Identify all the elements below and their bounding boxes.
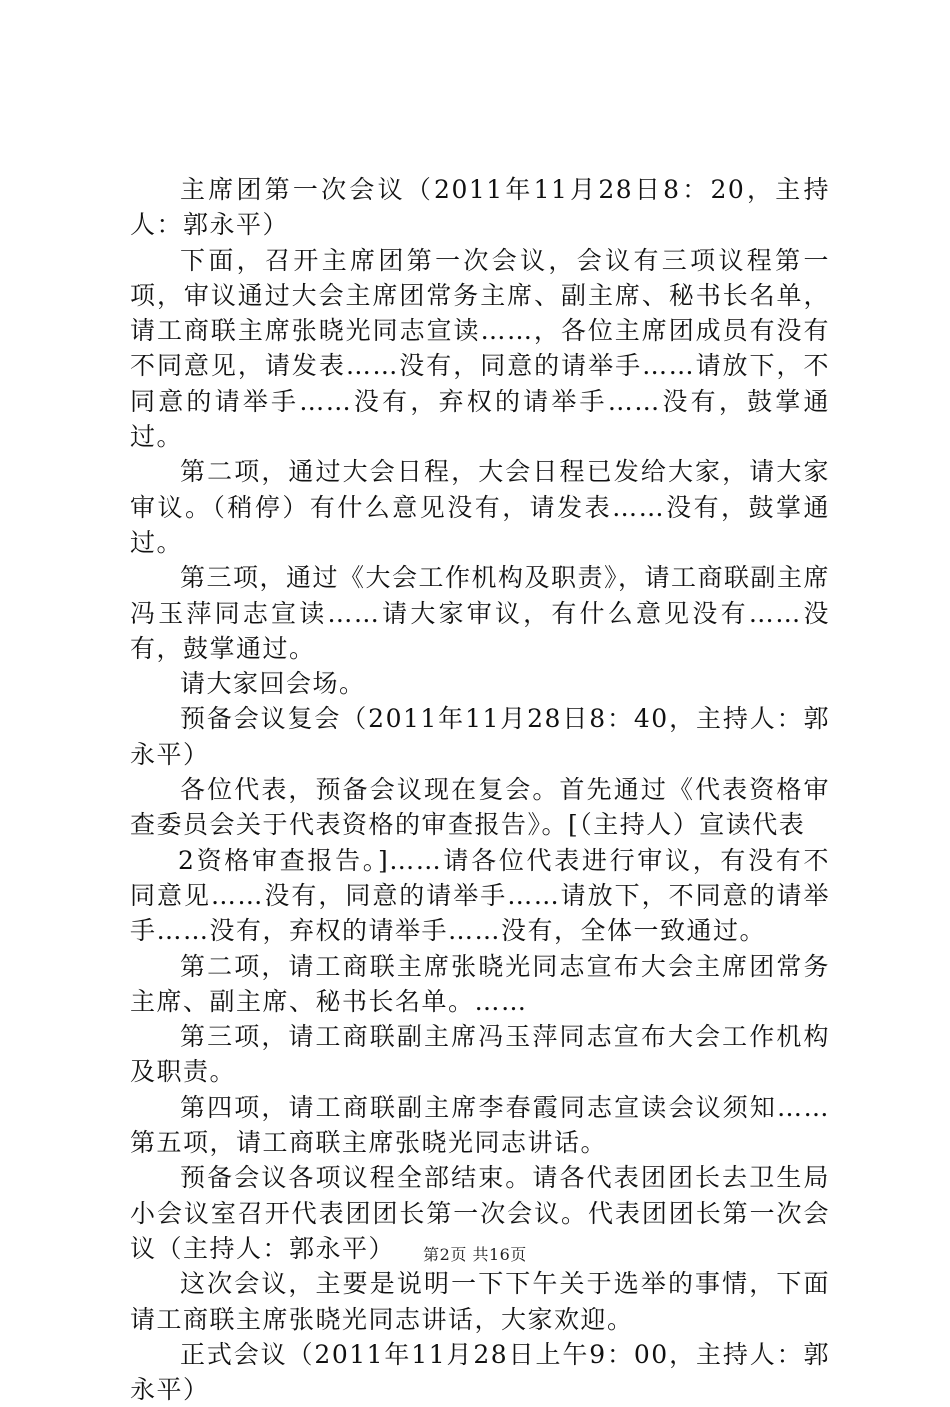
paragraph-agenda-item-3: 第三项，通过《大会工作机构及职责》，请工商联副主席冯玉萍同志宣读……请大家审议，有什么意见没有……没有，鼓掌通过。 (130, 563, 831, 663)
paragraph-agenda-item-1: 下面，召开主席团第一次会议，会议有三项议程第一项，审议通过大会主席团常务主席、副主席、秘书长名单，请工商联主席张晓光同志宣读……，各位主席团成员有没有不同意见，请发表……没有，同意的请举手……请放下，不同意的请举手……没有，弃权的请举手……没有，鼓掌通过。 (130, 245, 830, 452)
paragraph-resumption-intro: 各位代表，预备会议现在复会。首先通过《代表资格审查委员会关于代表资格的审查报告》。[（主持人）宣读代表 (130, 775, 830, 840)
paragraph-preparatory-end: 预备会议各项议程全部结束。请各代表团团长去卫生局小会议室召开代表团团长第一次会议。代表团团长第一次会议（主持人：郭永平） (130, 1163, 830, 1263)
paragraph-meeting-heading-3: 正式会议（2011年11月28日上午9：00，主持人：郭永平） (130, 1339, 830, 1405)
paragraph-item-three-announcement: 第三项，请工商联副主席冯玉萍同志宣布大会工作机构及职责。 (130, 1022, 830, 1087)
paragraph-resumption-vote: 2资格审查报告。]……请各位代表进行审议，有没有不同意见……没有，同意的请举手……请放下，不同意的请举手……没有，弃权的请举手……没有，全体一致通过。 (130, 845, 830, 946)
paragraph-meeting-heading-2: 预备会议复会（2011年11月28日8：40，主持人：郭永平） (130, 704, 830, 769)
paragraph-agenda-item-2: 第二项，通过大会日程，大会日程已发给大家，请大家审议。（稍停）有什么意见没有，请发表……没有，鼓掌通过。 (130, 457, 830, 557)
paragraph-item-four-five: 第四项，请工商联副主席李春霞同志宣读会议须知……第五项，请工商联主席张晓光同志讲话。 (130, 1092, 830, 1158)
paragraph-meeting-heading-1: 主席团第一次会议（2011年11月28日8：20，主持人：郭永平） (130, 175, 830, 240)
paragraph-item-two-announcement: 第二项，请工商联主席张晓光同志宣布大会主席团常务主席、副主席、秘书长名单。…… (130, 951, 830, 1016)
paragraph-leaders-meeting: 这次会议，主要是说明一下下午关于选举的事情，下面请工商联主席张晓光同志讲话，大家欢迎。 (130, 1269, 830, 1334)
document-body (130, 172, 830, 1407)
page-number-footer: 第2页 共16页 (423, 1245, 527, 1264)
paragraph-return-instruction: 请大家回会场。 (180, 669, 366, 699)
